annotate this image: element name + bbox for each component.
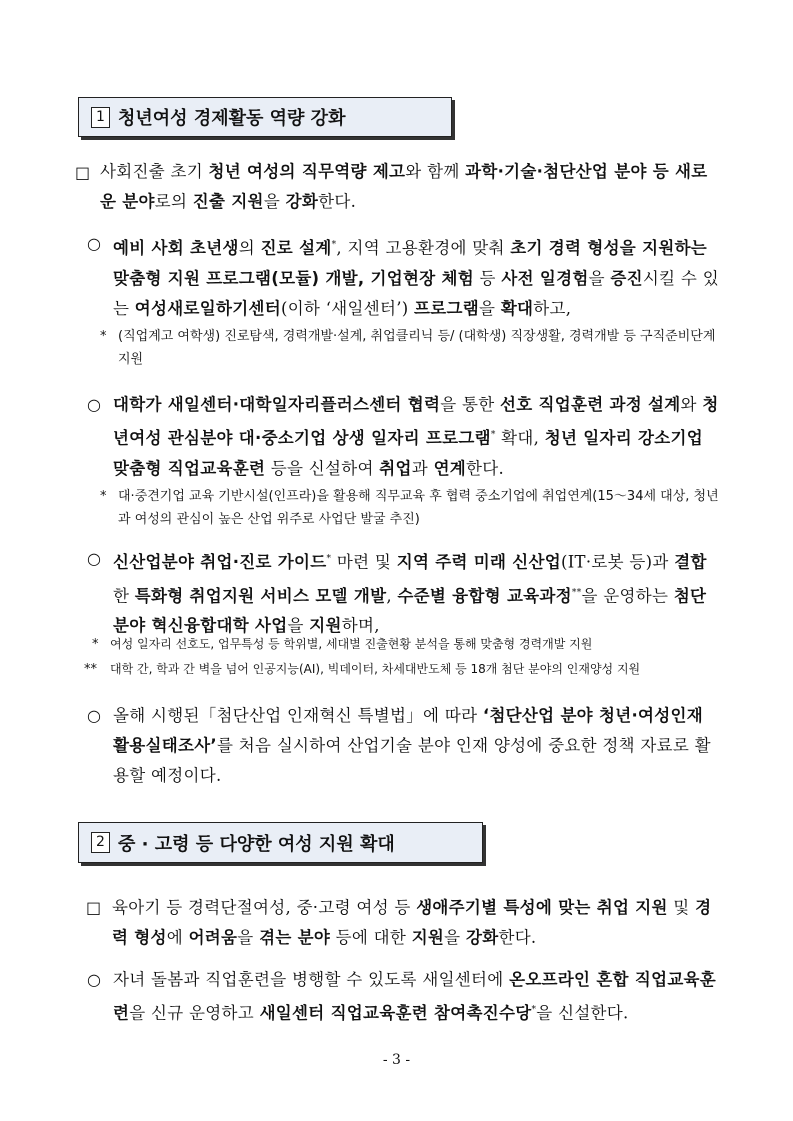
bullet-paragraph: 대학가 새일센터·대학일자리플러스센터 협력을 통한 선호 직업훈련 과정 설계와 청년여성 관심분야 대·중소기업 상생 일자리 프로그램* 확대, 청년 일자리 강소기업 맞춤형 직업교육훈련 등을 신설하여 취업과 연계한다. (113, 395, 719, 478)
footnote: (직업계고 여학생) 진로탐색, 경력개발·설계, 취업클리닉 등/ (대학생) 직장생활, 경력개발 등 구직준비단계 지원 (118, 329, 716, 367)
note-marker: * (92, 637, 99, 652)
note-marker: ** (84, 662, 97, 677)
bullet-paragraph: 예비 사회 초년생의 진로 설계*, 지역 고용환경에 맞춰 초기 경력 형성을 지원하는 맞춤형 지원 프로그램(모듈) 개발, 기업현장 체험 등 사전 일경험을 증진시킬 수 있는 여성새로일하기센터(이하 ‘새일센터’) 프로그램을 확대하고, (113, 238, 719, 318)
circle-bullet-icon: ○ (87, 234, 101, 253)
circle-bullet-icon: ○ (87, 970, 101, 989)
section-number: 2 (91, 832, 110, 853)
square-bullet-icon: □ (75, 163, 91, 182)
section-1-header (78, 97, 452, 137)
bullet-paragraph: 신산업분야 취업·진로 가이드* 마련 및 지역 주력 미래 신산업(IT·로봇 등)과 결합한 특화형 취업지원 서비스 모델 개발, 수준별 융합형 교육과정**을 운영하는 첨단 분야 혁신융합대학 사업을 지원하며, (113, 552, 707, 635)
footnote: 대·중견기업 교육 기반시설(인프라)을 활용해 직무교육 후 협력 중소기업에 취업연계(15～34세 대상, 청년과 여성의 관심이 높은 산업 위주로 사업단 발굴 추진) (118, 489, 719, 527)
page-number: - 3 - (382, 1052, 411, 1068)
square-bullet-icon: □ (86, 898, 102, 917)
circle-bullet-icon: ○ (87, 395, 101, 414)
section-number: 1 (91, 107, 110, 128)
bullet-paragraph: 올해 시행된「첨단산업 인재혁신 특별법」에 따라 ‘첨단산업 분야 청년·여성인재 활용실태조사’를 처음 실시하여 산업기술 분야 인재 양성에 중요한 정책 자료로 활용할 예정이다. (113, 706, 711, 785)
section-2-intro: 육아기 등 경력단절여성, 중·고령 여성 등 생애주기별 특성에 맞는 취업 지원 및 경력 형성에 어려움을 겪는 분야 등에 대한 지원을 강화한다. (112, 898, 712, 947)
section-2-header (78, 822, 483, 863)
section-title: 중 · 고령 등 다양한 여성 지원 확대 (118, 833, 395, 855)
section-title: 청년여성 경제활동 역량 강화 (118, 108, 346, 129)
circle-bullet-icon: ○ (87, 549, 101, 568)
footnote: 여성 일자리 선호도, 업무특성 등 학위별, 세대별 진출현황 분석을 통해 맞춤형 경력개발 지원 (110, 637, 593, 651)
note-marker: * (100, 329, 107, 344)
bullet-paragraph: 자녀 돌봄과 직업훈련을 병행할 수 있도록 새일센터에 온오프라인 혼합 직업교육훈련을 신규 운영하고 새일센터 직업교육훈련 참여촉진수당*을 신설한다. (113, 970, 717, 1023)
note-marker: * (100, 489, 107, 504)
section-1-intro: 사회진출 초기 청년 여성의 직무역량 제고와 함께 과학·기술·첨단산업 분야 등 새로운 분야로의 진출 지원을 강화한다. (100, 162, 708, 211)
circle-bullet-icon: ○ (87, 706, 101, 725)
footnote: 대학 간, 학과 간 벽을 넘어 인공지능(AI), 빅데이터, 차세대반도체 등 18개 첨단 분야의 인재양성 지원 (110, 662, 641, 676)
